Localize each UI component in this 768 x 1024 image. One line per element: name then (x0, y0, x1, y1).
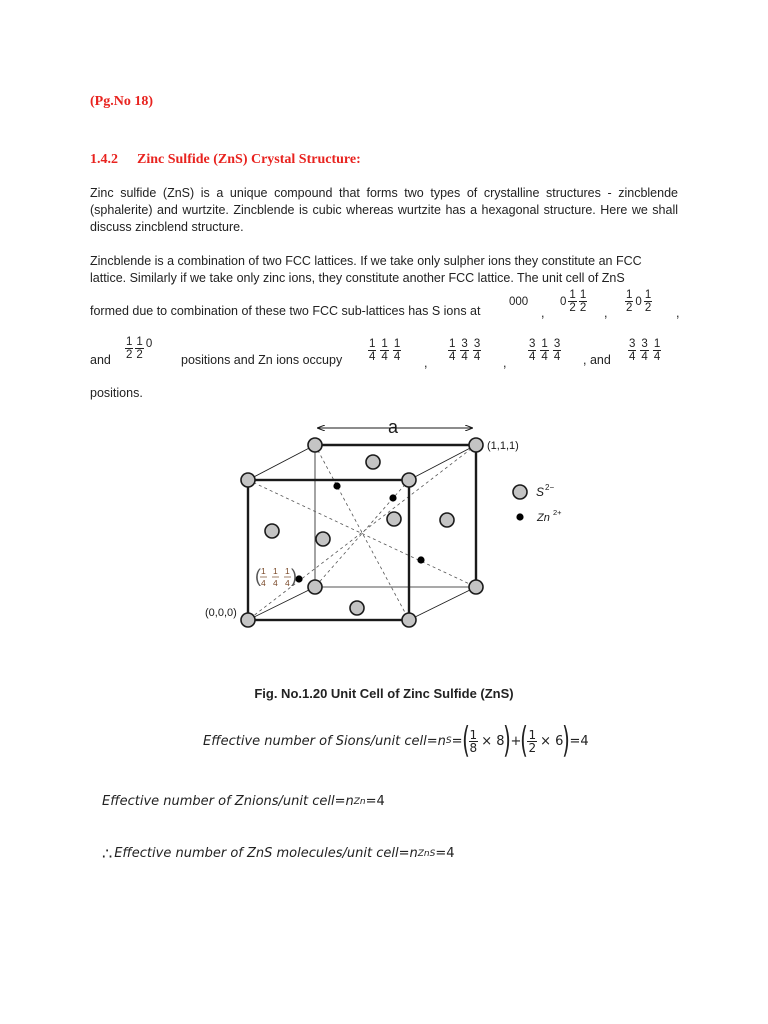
equation-variable: n (345, 794, 354, 809)
fraction (628, 338, 636, 363)
numerator: 1 (579, 289, 587, 301)
legend-s-ion-symbol: S (536, 485, 545, 499)
equation-result: =4 (365, 794, 385, 809)
fraction (125, 336, 133, 361)
equation-lhs: Effective number of Znions/unit cell (102, 794, 335, 809)
zn-ion (417, 556, 424, 563)
denominator: 2 (579, 302, 587, 314)
s-ion (440, 513, 454, 527)
fraction (380, 338, 388, 363)
label-close-paren: ) (291, 566, 297, 586)
fraction (568, 289, 576, 314)
cube-diagonals (248, 445, 476, 620)
denominator: 2 (126, 349, 133, 361)
numerator: 3 (461, 338, 468, 350)
denominator: 4 (641, 351, 648, 363)
multiplier: × 6 (540, 733, 564, 749)
coord-x: 0 (560, 295, 567, 308)
zn-position-4 (628, 338, 661, 363)
zn-position-1 (368, 338, 401, 363)
zn-position-label (255, 566, 297, 588)
equation-subscript: S (445, 736, 452, 746)
s-ions (241, 438, 483, 627)
s-ion (387, 512, 401, 526)
numerator: 3 (553, 338, 561, 350)
equation-result: =4 (569, 733, 589, 749)
numerator: 1 (541, 338, 548, 350)
denominator: 4 (529, 351, 536, 363)
numerator: 3 (629, 338, 636, 350)
s-ion (350, 601, 364, 615)
numerator: 1 (369, 338, 376, 350)
numerator: 1 (626, 289, 633, 301)
numerator: 1 (644, 289, 652, 301)
denominator: 4 (369, 351, 376, 363)
denominator: 4 (461, 351, 468, 363)
numerator: 1 (273, 566, 278, 576)
figure-caption: Fig. No.1.20 Unit Cell of Zinc Sulfide (ZnS) (254, 686, 514, 701)
fraction (473, 338, 481, 363)
zincblende-paragraph-line-1: Zincblende is a combination of two FCC lattices. If we take only sulpher ions they constitute an FCC (90, 254, 642, 268)
corner-label-000: (0,0,0) (205, 607, 237, 619)
equation-variable: n (437, 733, 446, 749)
s-ion (469, 580, 483, 594)
positions-text: positions. (90, 386, 143, 400)
multiplier: × 8 (481, 733, 505, 749)
equation-zns-molecules: ∴ Effective number of ZnS molecules/unit cell = n ZnS =4 (102, 844, 455, 863)
legend-s-ion-charge: 2− (545, 483, 555, 492)
zn-positions-text: positions and Zn ions occupy (181, 353, 343, 367)
lattice-parameter-label: a (388, 417, 399, 437)
comma: , (424, 356, 428, 370)
fraction (553, 338, 561, 363)
s-position-half-0-half (625, 289, 652, 314)
numerator: 1 (528, 727, 537, 742)
s-ion (265, 524, 279, 538)
denominator: 4 (629, 351, 636, 363)
s-ion (308, 438, 322, 452)
s-ion (366, 455, 380, 469)
fraction (135, 336, 143, 361)
denominator: 2 (528, 740, 537, 755)
fraction (653, 338, 661, 363)
fraction (644, 289, 652, 314)
s-ion (241, 473, 255, 487)
s-ion (469, 438, 483, 452)
comma: , (541, 306, 545, 320)
legend-zn-ion-symbol: Zn (537, 512, 550, 524)
s-position-000: 000 (509, 296, 529, 308)
comma: , (676, 306, 680, 320)
numerator: 1 (469, 727, 478, 742)
plus-sign: + (510, 733, 522, 749)
denominator: 4 (381, 351, 388, 363)
corner-label-111: (1,1,1) (487, 440, 519, 452)
fraction (460, 338, 468, 363)
s-ion (241, 613, 255, 627)
denominator: 4 (393, 351, 401, 363)
intro-paragraph: Zinc sulfide (ZnS) is a unique compound that forms two types of crystalline structures - zincblende (sphalerite) and wurtzite. Zincblende is cubic whereas wurtzite has a hexagonal structure. Here we shall discuss zincblend structure. (90, 186, 678, 234)
numerator: 3 (641, 338, 648, 350)
label-open-paren: ( (255, 566, 261, 586)
zincblende-paragraph-line-2: lattice. Similarly if we take only zinc ions, they constitute another FCC lattice. The unit cell of ZnS (90, 271, 625, 285)
fraction (540, 338, 548, 363)
legend-zn-ion-swatch (516, 513, 523, 520)
numerator: 1 (136, 336, 143, 348)
denominator: 2 (136, 349, 143, 361)
fraction (368, 338, 376, 363)
equation-lhs: Effective number of ZnS molecules/unit cell (114, 846, 399, 861)
denominator: 2 (644, 302, 652, 314)
fraction (640, 338, 648, 363)
therefore-symbol: ∴ (102, 844, 113, 863)
equation-subscript: ZnS (417, 848, 436, 859)
s-ion (316, 532, 330, 546)
numerator: 1 (449, 338, 456, 350)
zn-position-2 (448, 338, 481, 363)
comma: , (503, 356, 507, 370)
equation-subscript: Zn (353, 796, 366, 807)
figure-legend (513, 483, 562, 524)
zn-position-3 (528, 338, 561, 363)
legend-s-ion-swatch (513, 485, 527, 499)
denominator: 4 (653, 351, 661, 363)
numerator: 1 (653, 338, 661, 350)
fraction (527, 729, 537, 754)
section-number: 1.4.2 (90, 152, 118, 167)
legend-zn-ion-charge: 2+ (553, 508, 562, 517)
s-ion (308, 580, 322, 594)
numerator: 1 (393, 338, 401, 350)
zincblende-paragraph-line-3: formed due to combination of these two FCC sub-lattices has S ions at (90, 304, 481, 318)
fraction (528, 338, 536, 363)
comma: , (604, 306, 608, 320)
numerator: 1 (285, 566, 290, 576)
numerator: 1 (381, 338, 388, 350)
numerator: 3 (473, 338, 481, 350)
denominator: 4 (541, 351, 548, 363)
s-position-half-half-0 (125, 336, 152, 361)
zn-ion (333, 482, 340, 489)
s-position-0-half-half (560, 289, 587, 314)
denominator: 4 (449, 351, 456, 363)
numerator: 1 (126, 336, 133, 348)
zn-ion (389, 494, 396, 501)
s-ion (402, 473, 416, 487)
denominator: 8 (469, 740, 478, 755)
numerator: 1 (569, 289, 576, 301)
denominator: 4 (273, 578, 278, 588)
numerator: 1 (261, 566, 266, 576)
denominator: 4 (553, 351, 561, 363)
equation-s-ions: Effective number of Sions/unit cell = n S = ( $\frac{1}{8}$ × 8 ) + ( $\frac{1}{2}$ × 6 ) =4 (203, 720, 589, 761)
and-text: and (90, 353, 111, 367)
s-ion (402, 613, 416, 627)
fraction (448, 338, 456, 363)
denominator: 4 (473, 351, 481, 363)
denominator: 4 (261, 578, 266, 588)
page-reference: (Pg.No 18) (90, 94, 153, 109)
coord-y: 0 (635, 295, 642, 308)
fraction (393, 338, 401, 363)
equation-zn-ions: Effective number of Znions/unit cell = n Zn =4 (102, 794, 385, 809)
denominator: 2 (569, 302, 576, 314)
zns-unit-cell-figure (0, 400, 768, 640)
denominator: 2 (626, 302, 633, 314)
fraction (469, 729, 479, 754)
denominator: 4 (285, 578, 290, 588)
numerator: 3 (529, 338, 536, 350)
equation-result: =4 (435, 846, 455, 861)
fraction (625, 289, 633, 314)
coord-z: 0 (145, 337, 153, 350)
equation-lhs: Effective number of Sions/unit cell (203, 733, 427, 749)
fraction (579, 289, 587, 314)
and-text-2: , and (583, 353, 611, 367)
equation-variable: n (409, 846, 418, 861)
section-title: Zinc Sulfide (ZnS) Crystal Structure: (137, 152, 361, 167)
